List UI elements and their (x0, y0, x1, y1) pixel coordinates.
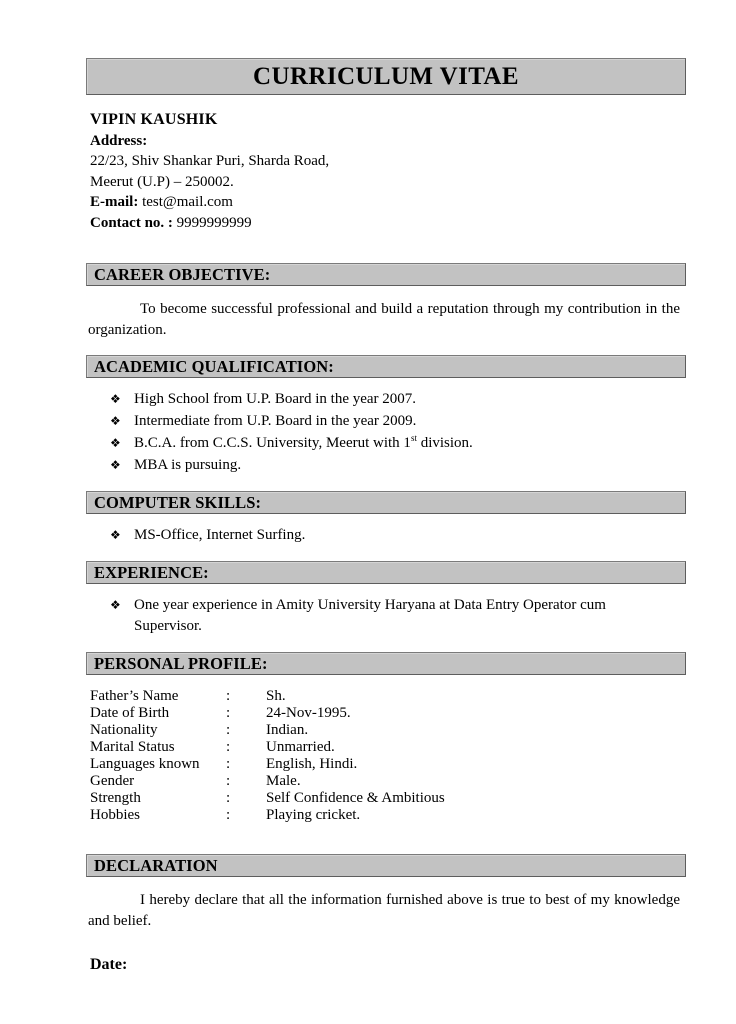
row-label: Languages known (90, 756, 200, 772)
list-item-label-pre: B.C.A. from C.C.S. University, Meerut with 1 (134, 435, 411, 451)
diamond-bullet-icon: ❖ (110, 414, 121, 428)
row-separator: : (226, 773, 231, 789)
row-separator: : (226, 705, 231, 721)
address-line-2: Meerut (U.P) – 250002. (90, 173, 234, 190)
diamond-bullet-icon: ❖ (110, 436, 121, 450)
table-row (86, 705, 445, 722)
declaration-text: I hereby declare that all the information furnished above is true to best of my knowledge and belief. (88, 892, 680, 929)
email-value: test@mail.com (142, 194, 233, 210)
spacer (86, 547, 686, 561)
personal-profile-table (86, 688, 445, 824)
row-label: Nationality (90, 722, 158, 738)
phone-line (90, 213, 686, 234)
email-line (90, 192, 686, 213)
table-row (86, 688, 445, 705)
section-header-academic-qualification: ACADEMIC QUALIFICATION: (86, 355, 686, 378)
row-separator: : (226, 756, 231, 772)
table-row (86, 722, 445, 739)
spacer (86, 638, 686, 652)
section-header-experience: EXPERIENCE: (86, 561, 686, 584)
row-value: Sh. (266, 688, 286, 704)
row-label: Hobbies (90, 807, 140, 823)
address-label: Address: (90, 132, 148, 149)
career-objective-text: To become successful professional and build a reputation through my contribution in the organization. (88, 301, 680, 338)
cv-sheet (86, 0, 686, 1024)
computer-skills-list (86, 525, 686, 546)
list-item-label: MS-Office, Internet Surfing. (134, 527, 306, 543)
row-label: Gender (90, 773, 135, 789)
row-separator: : (226, 688, 231, 704)
spacer (86, 824, 686, 854)
list-item (86, 411, 686, 432)
diamond-bullet-icon: ❖ (110, 598, 121, 612)
page-title: CURRICULUM VITAE (253, 63, 519, 90)
row-separator: : (226, 722, 231, 738)
row-value: Male. (266, 773, 301, 789)
table-row (86, 773, 445, 790)
spacer (86, 233, 686, 263)
row-value: Indian. (266, 722, 309, 738)
list-item (86, 455, 686, 476)
spacer (86, 341, 686, 355)
table-row (86, 807, 445, 824)
row-value: Self Confidence & Ambitious (266, 790, 445, 806)
list-item (86, 433, 686, 454)
experience-list (86, 595, 686, 637)
phone-value: 9999999999 (176, 214, 252, 231)
row-value: 24-Nov-1995. (266, 705, 351, 721)
row-separator: : (226, 807, 231, 823)
row-value: Unmarried. (266, 739, 335, 755)
list-item-label-post: division. (416, 435, 473, 451)
diamond-bullet-icon: ❖ (110, 528, 121, 542)
list-item (86, 389, 686, 410)
row-label: Strength (90, 790, 141, 806)
section-header-declaration: DECLARATION (86, 854, 686, 877)
academic-qualification-list (86, 389, 686, 476)
spacer (86, 477, 686, 491)
list-item-label: Intermediate from U.P. Board in the year 2009. (134, 413, 417, 429)
row-label: Father’s Name (90, 688, 179, 704)
section-header-career-objective: CAREER OBJECTIVE: (86, 263, 686, 286)
table-row (86, 739, 445, 756)
row-value: English, Hindi. (266, 756, 358, 772)
list-item (86, 525, 686, 546)
list-item-label: MBA is pursuing. (134, 457, 242, 473)
ordinal-suffix: st (410, 433, 417, 443)
diamond-bullet-icon: ❖ (110, 392, 121, 406)
candidate-name: VIPIN KAUSHIK (90, 111, 218, 128)
table-row (86, 756, 445, 773)
document-title-bar (86, 58, 686, 95)
address-line-1: 22/23, Shiv Shankar Puri, Sharda Road, (90, 153, 330, 169)
section-header-personal-profile: PERSONAL PROFILE: (86, 652, 686, 675)
phone-label: Contact no. : (90, 214, 173, 231)
diamond-bullet-icon: ❖ (110, 458, 121, 472)
row-separator: : (226, 790, 231, 806)
list-item (86, 595, 686, 637)
section-header-computer-skills: COMPUTER SKILLS: (86, 491, 686, 514)
contact-block (86, 110, 686, 233)
list-item-label: One year experience in Amity University Haryana at Data Entry Operator cum Supervisor. (134, 597, 606, 634)
table-row (86, 790, 445, 807)
row-label: Marital Status (90, 739, 175, 755)
date-label: Date: (90, 956, 128, 973)
row-label: Date of Birth (90, 705, 170, 721)
list-item-label: High School from U.P. Board in the year 2007. (134, 391, 417, 407)
row-separator: : (226, 739, 231, 755)
email-label: E-mail: (90, 194, 139, 210)
row-value: Playing cricket. (266, 807, 361, 823)
